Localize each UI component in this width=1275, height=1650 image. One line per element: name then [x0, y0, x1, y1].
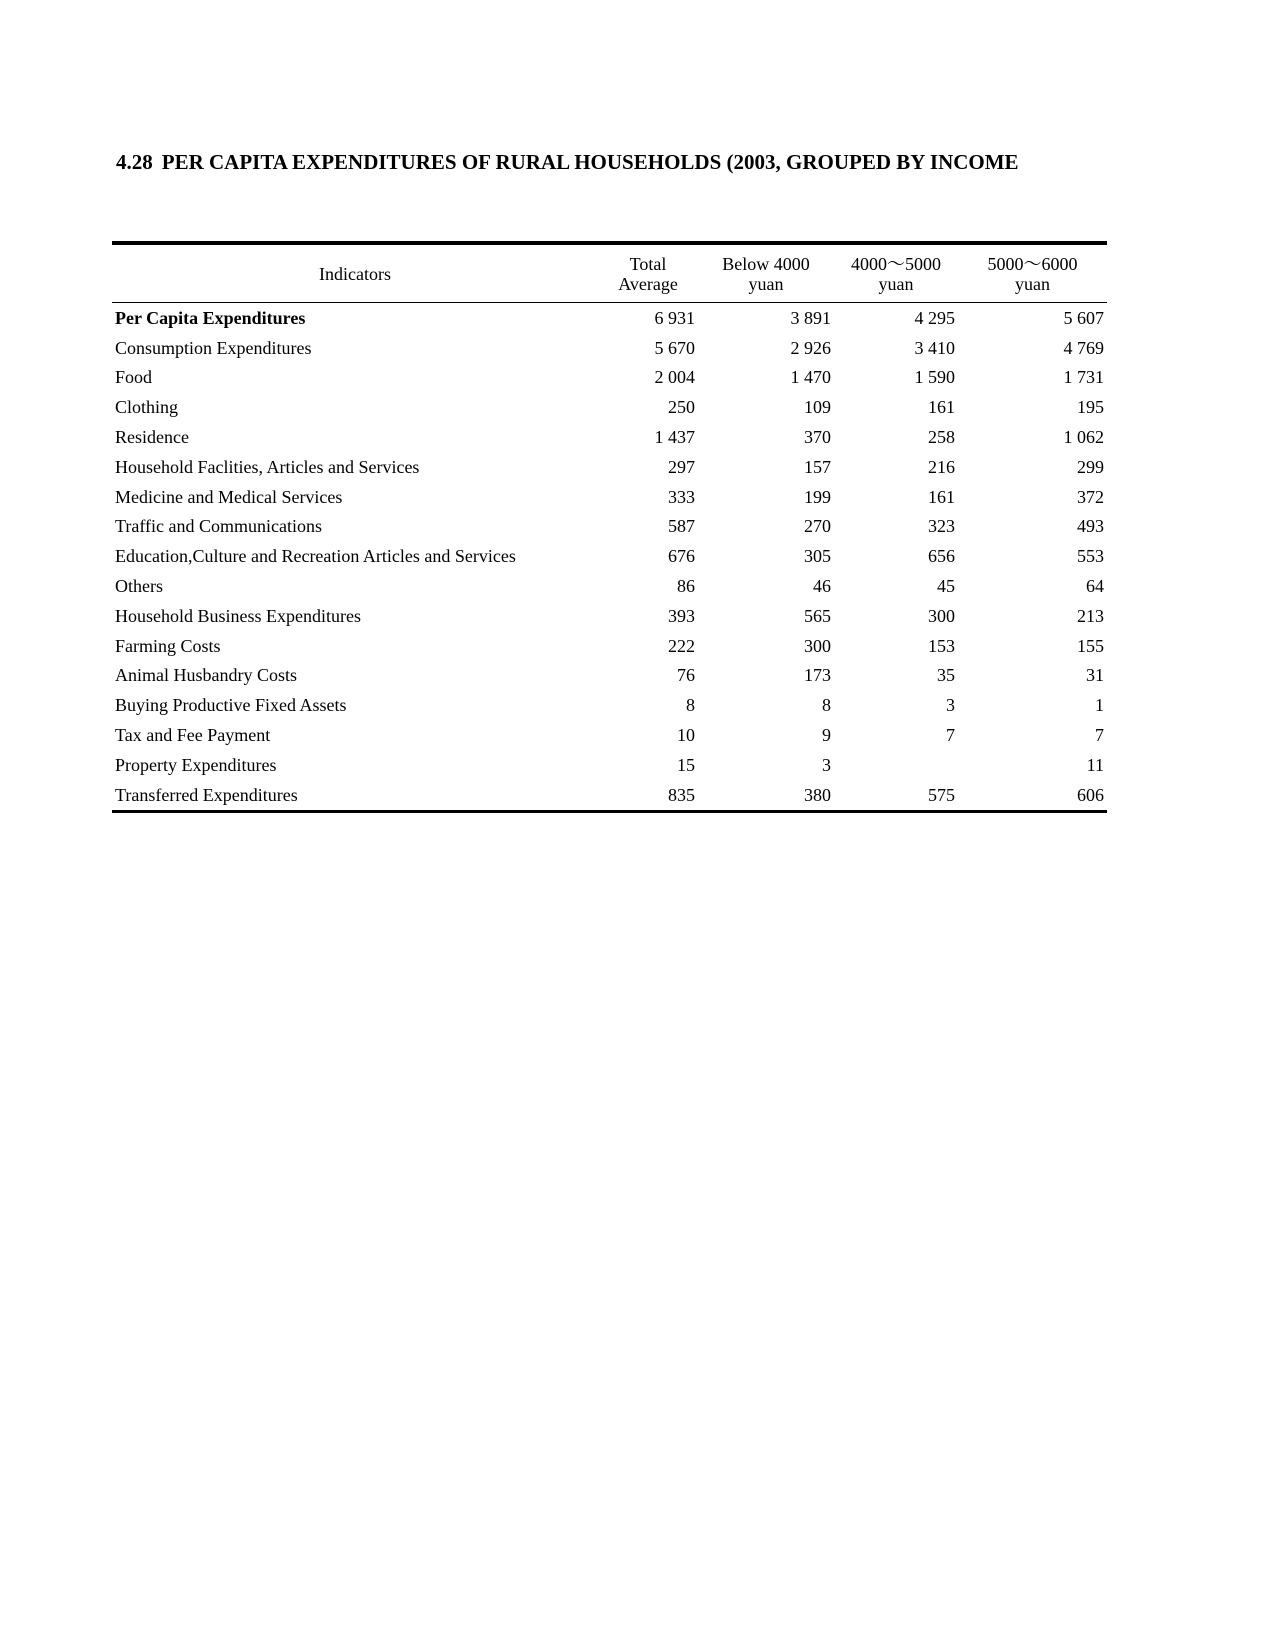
- cell-4000-5000: 161: [928, 486, 955, 507]
- cell-total-average: 8: [686, 695, 695, 716]
- cell-5000-6000: 213: [1077, 605, 1104, 626]
- cell-5000-6000: 7: [1095, 725, 1104, 746]
- table-row: [112, 422, 1107, 452]
- cell-total-average: 333: [668, 486, 695, 507]
- cell-5000-6000: 1 731: [1063, 367, 1104, 388]
- cell-below-4000: 173: [804, 665, 831, 686]
- cell-4000-5000: 161: [928, 397, 955, 418]
- cell-below-4000: 8: [822, 695, 831, 716]
- header-row: [112, 243, 1107, 303]
- cell-total-average: 10: [677, 725, 695, 746]
- row-label: Consumption Expenditures: [115, 337, 312, 358]
- table-row: [112, 690, 1107, 720]
- cell-4000-5000: 35: [937, 665, 955, 686]
- cell-5000-6000: 372: [1077, 486, 1104, 507]
- table-body: [112, 303, 1107, 812]
- cell-total-average: 2 004: [654, 367, 695, 388]
- row-label: Clothing: [115, 397, 179, 418]
- cell-4000-5000: 323: [928, 516, 955, 537]
- cell-total-average: 86: [677, 576, 695, 597]
- cell-5000-6000: 1 062: [1063, 427, 1104, 448]
- cell-5000-6000: 4 769: [1063, 337, 1104, 358]
- table-row: [112, 601, 1107, 631]
- row-label: Others: [115, 576, 163, 597]
- row-label: Medicine and Medical Services: [115, 486, 343, 507]
- header-4000-5000-line2: yuan: [878, 274, 914, 294]
- cell-4000-5000: 216: [928, 456, 955, 477]
- cell-total-average: 393: [668, 605, 695, 626]
- table-row: [112, 392, 1107, 422]
- row-label: Household Business Expenditures: [115, 605, 361, 626]
- cell-below-4000: 9: [822, 725, 831, 746]
- cell-5000-6000: 64: [1086, 576, 1104, 597]
- cell-4000-5000: 153: [928, 635, 955, 656]
- table-row: [112, 750, 1107, 780]
- cell-total-average: 835: [668, 784, 695, 805]
- cell-total-average: 1 437: [654, 427, 695, 448]
- header-total-average: [598, 243, 698, 303]
- cell-total-average: 5 670: [654, 337, 695, 358]
- page-title: [116, 150, 1019, 175]
- table-row: [112, 333, 1107, 363]
- cell-5000-6000: 31: [1086, 665, 1104, 686]
- cell-total-average: 676: [668, 546, 695, 567]
- header-4000-5000-line1: 4000～5000: [851, 254, 941, 274]
- cell-below-4000: 1 470: [790, 367, 831, 388]
- table-row: [112, 720, 1107, 750]
- cell-5000-6000: 1: [1095, 695, 1104, 716]
- cell-4000-5000: 3: [946, 695, 955, 716]
- cell-below-4000: 565: [804, 605, 831, 626]
- cell-below-4000: 300: [804, 635, 831, 656]
- row-label: Property Expenditures: [115, 754, 277, 775]
- table-row: [112, 452, 1107, 482]
- header-total-line2: Average: [618, 274, 678, 294]
- cell-4000-5000: 7: [946, 725, 955, 746]
- table-header: [112, 243, 1107, 303]
- cell-4000-5000: [834, 750, 958, 780]
- cell-below-4000: 157: [804, 456, 831, 477]
- row-label: Tax and Fee Payment: [115, 725, 271, 746]
- cell-total-average: 587: [668, 516, 695, 537]
- row-label: Animal Husbandry Costs: [115, 665, 297, 686]
- row-label: Transferred Expenditures: [115, 784, 298, 805]
- table-title-text: PER CAPITA EXPENDITURES OF RURAL HOUSEHOLDS (2003, GROUPED BY INCOME: [161, 150, 1019, 174]
- expenditure-table: [112, 241, 1107, 813]
- header-below-4000-line2: yuan: [748, 274, 784, 294]
- row-label: Residence: [115, 427, 189, 448]
- table-row: [112, 482, 1107, 512]
- cell-4000-5000: 656: [928, 546, 955, 567]
- table-row: [112, 631, 1107, 661]
- cell-below-4000: 305: [804, 546, 831, 567]
- table-row: [112, 780, 1107, 811]
- cell-4000-5000: 575: [928, 784, 955, 805]
- row-label: Household Faclities, Articles and Services: [115, 456, 420, 477]
- cell-5000-6000: 299: [1077, 456, 1104, 477]
- header-indicators: Indicators: [112, 243, 598, 303]
- cell-below-4000: 3 891: [790, 307, 831, 328]
- table-row: [112, 661, 1107, 691]
- header-total-line1: Total: [629, 254, 667, 274]
- cell-5000-6000: 155: [1077, 635, 1104, 656]
- table-row: [112, 363, 1107, 393]
- cell-total-average: 297: [668, 456, 695, 477]
- table-row: [112, 541, 1107, 571]
- cell-total-average: 250: [668, 397, 695, 418]
- header-below-4000: [698, 243, 834, 303]
- cell-below-4000: 370: [804, 427, 831, 448]
- cell-below-4000: 3: [822, 754, 831, 775]
- row-label: Food: [115, 367, 153, 388]
- cell-total-average: 15: [677, 754, 695, 775]
- cell-4000-5000: 258: [928, 427, 955, 448]
- row-label: Buying Productive Fixed Assets: [115, 695, 347, 716]
- table-number: 4.28: [116, 150, 153, 174]
- row-label: Per Capita Expenditures: [115, 307, 306, 328]
- cell-total-average: 6 931: [654, 307, 695, 328]
- cell-4000-5000: 4 295: [914, 307, 955, 328]
- cell-total-average: 222: [668, 635, 695, 656]
- cell-5000-6000: 195: [1077, 397, 1104, 418]
- header-5000-6000-line1: 5000～6000: [987, 254, 1078, 274]
- table-row: [112, 303, 1107, 333]
- cell-below-4000: 109: [804, 397, 831, 418]
- cell-5000-6000: 553: [1077, 546, 1104, 567]
- header-below-4000-line1: Below 4000: [722, 254, 810, 274]
- cell-5000-6000: 11: [1086, 754, 1104, 775]
- cell-5000-6000: 5 607: [1063, 307, 1104, 328]
- row-label: Traffic and Communications: [115, 516, 322, 537]
- cell-4000-5000: 300: [928, 605, 955, 626]
- cell-4000-5000: 1 590: [914, 367, 955, 388]
- cell-5000-6000: 606: [1077, 784, 1104, 805]
- cell-below-4000: 270: [804, 516, 831, 537]
- cell-below-4000: 2 926: [790, 337, 831, 358]
- cell-4000-5000: 3 410: [914, 337, 955, 358]
- cell-below-4000: 380: [804, 784, 831, 805]
- cell-below-4000: 46: [813, 576, 831, 597]
- header-5000-6000-line2: yuan: [1015, 274, 1050, 294]
- cell-below-4000: 199: [804, 486, 831, 507]
- header-4000-5000: [834, 243, 958, 303]
- table-row: [112, 571, 1107, 601]
- row-label: Farming Costs: [115, 635, 221, 656]
- row-label: Education,Culture and Recreation Articles and Services: [115, 546, 516, 567]
- header-5000-6000: [958, 243, 1107, 303]
- cell-5000-6000: 493: [1077, 516, 1104, 537]
- cell-total-average: 76: [677, 665, 695, 686]
- table-row: [112, 512, 1107, 542]
- cell-4000-5000: 45: [937, 576, 955, 597]
